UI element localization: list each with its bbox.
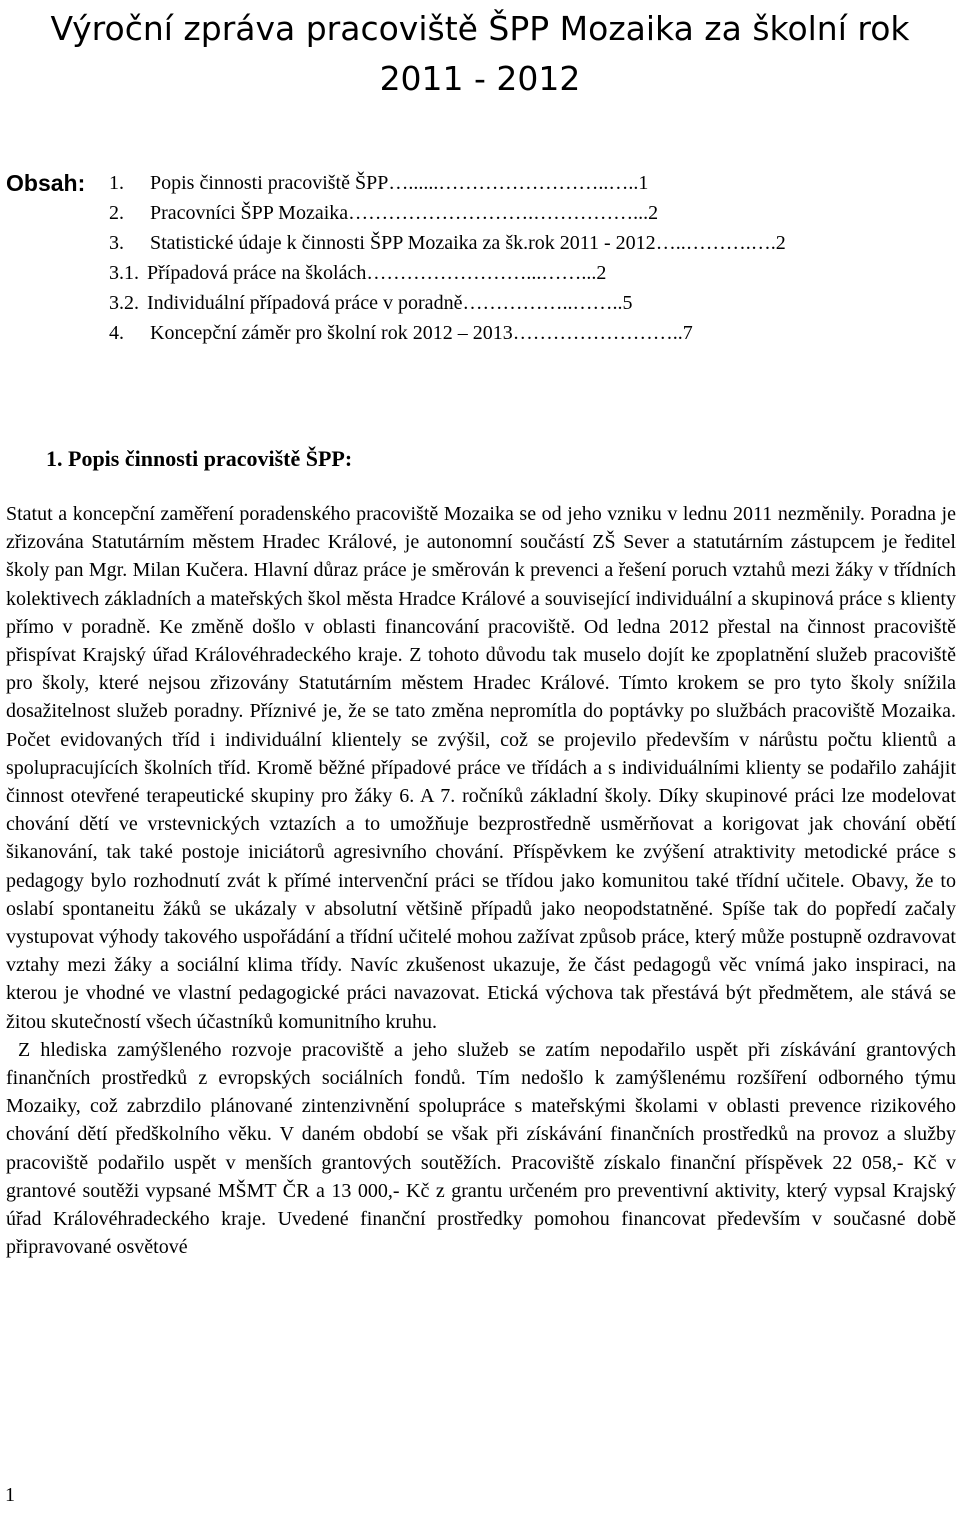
- document-title: [0, 4, 960, 104]
- toc-leader-dots: ……………..……..: [462, 292, 623, 314]
- toc-item[interactable]: [109, 262, 606, 292]
- toc-item-page: 1: [638, 172, 649, 194]
- body-paragraph: Z hlediska zamýšleného rozvoje pracoviště a jeho služeb se zatím nepodařilo uspět při získávání grantových finančních prostředků z evropských sociálních fondů. Tím nedošlo k zamýšlenému rozšíření odborného týmu Mozaiky, což zabrzdilo plánované zintenzivnění spolupráce s mateřskými školami v oblasti prevence rizikového chování dětí předškolního věku. V daném období se však při získávání finančních prostředků na provoz a služby pracoviště podařilo uspět v menších grantových soutěžích. Pracoviště získalo finanční příspěvek 22 058,- Kč v grantové soutěži vypsané MŠMT ČR a 13 000,- Kč z grantu určeném pro preventivní aktivity, který vypsal Krajský úřad Královéhradeckého kraje. Uvedené finanční prostředky pomohou financovat především v současné době připravované osvětové: [6, 1038, 956, 1259]
- toc-leader-dots: ……………………...……...: [366, 262, 597, 284]
- toc-leader-dots: …..……….….: [655, 232, 776, 254]
- toc-item-text: Statistické údaje k činnosti ŠPP Mozaika za šk.rok 2011 - 2012: [150, 232, 656, 254]
- toc-item-number: 3.2.: [109, 292, 139, 314]
- toc-item-number: 3.: [109, 232, 124, 254]
- toc-leader-dots: …......……………………..…..: [388, 172, 639, 194]
- toc-item[interactable]: [109, 202, 658, 232]
- toc-item-page: 2: [775, 232, 786, 254]
- toc-label: Obsah:: [6, 170, 86, 196]
- page-number: 1: [5, 1484, 15, 1506]
- body-paragraph: Statut a koncepční zaměření poradenského pracoviště Mozaika se od jeho vzniku v lednu 2011 nezměnily. Poradna je zřizována Statutárním městem Hradec Králové, je autonomní součástí ZŠ Sever a statutárním zástupcem je ředitel školy pan Mgr. Milan Kučera. Hlavní důraz práce je směrován k prevenci a řešení poruch vztahů mezi žáky v třídních kolektivech základních a mateřských škol města Hradce Králové a související individuální a skupinová práce s klienty přímo v poradně. Ke změně došlo v oblasti financování pracoviště. Od ledna 2012 přestal na činnost pracoviště přispívat Krajský úřad Královéhradeckého kraje. Z tohoto důvodu tak muselo dojít ke zpoplatnění služeb pracoviště pro školy, které nejsou zřizovány Statutárním městem Hradec Králové. Tímto krokem se pro tyto školy snížila dosažitelnost služeb poradny. Příznivé je, že se tato změna nepromítla do poptávky po službách pracoviště Mozaika. Počet evidovaných tříd i individuální klientely se zvýšil, což se projevilo především v nárůstu počtu klientů a spolupracujících školních tříd. Kromě běžné případové práce ve třídách a s individuálními klienty se podařilo zahájit činnost otevřené terapeutické skupiny pro žáky 6. A 7. ročníků základní školy. Díky skupinové práci lze modelovat chování dětí ve vrstevnických vztazích a to umožňuje bezprostředně usměrňovat a korigovat jak chování obětí šikanování, tak také postoje iniciátorů agresivního chování. Příspěvkem ke zvýšení atraktivity metodické práce s pedagogy bylo rozhodnutí zvát k přímé intervenční práci se třídou jako komunitou také třídní učitele. Obavy, že to oslabí spontaneitu žáků se ukázaly v absolutní většině případů jako neopodstatněné. Spíše tak do popředí začaly vystupovat výhody takového uspořádání a třídní učitelé mohou zažívat způsob práce, který může postupně ozdravovat vztahy mezi žáky a sociální klima třídy. Navíc zkušenost ukazuje, že část pedagogů věc vnímá jako inspiraci, na kterou je vhodné ve vlastní pedagogické práci navazovat. Etická výchova tak přestává být předmětem, ale stává se žitou skutečností všech účastníků komunitního kruhu.: [6, 503, 956, 1033]
- toc-item-number: 3.1.: [109, 262, 139, 284]
- toc-item-number: 4.: [109, 322, 124, 344]
- title-line-2: 2011 - 2012: [379, 59, 581, 98]
- toc-item-page: 2: [648, 202, 659, 224]
- toc-item-text: Individuální případová práce v poradně: [147, 292, 463, 314]
- toc-item-text: Koncepční záměr pro školní rok 2012 – 2013: [150, 322, 513, 344]
- section-heading: 1. Popis činnosti pracoviště ŠPP:: [46, 446, 353, 471]
- toc-item-page: 5: [622, 292, 633, 314]
- toc-item-page: 2: [596, 262, 607, 284]
- toc-item[interactable]: [109, 322, 693, 352]
- section-body: [6, 500, 956, 1261]
- toc-item[interactable]: [109, 292, 632, 322]
- toc-item[interactable]: [109, 232, 786, 262]
- toc-item-number: 2.: [109, 202, 124, 224]
- toc-item-text: Popis činnosti pracoviště ŠPP: [150, 172, 389, 194]
- toc-item-page: 7: [682, 322, 693, 344]
- toc-item-text: Případová práce na školách: [147, 262, 367, 284]
- title-line-1: Výroční zpráva pracoviště ŠPP Mozaika za školní rok: [50, 9, 910, 48]
- toc-leader-dots: ……………………….……………...: [348, 202, 649, 224]
- toc-item[interactable]: [109, 172, 648, 202]
- toc-item-text: Pracovníci ŠPP Mozaika: [150, 202, 349, 224]
- toc-leader-dots: ……………………..: [512, 322, 683, 344]
- toc-item-number: 1.: [109, 172, 124, 194]
